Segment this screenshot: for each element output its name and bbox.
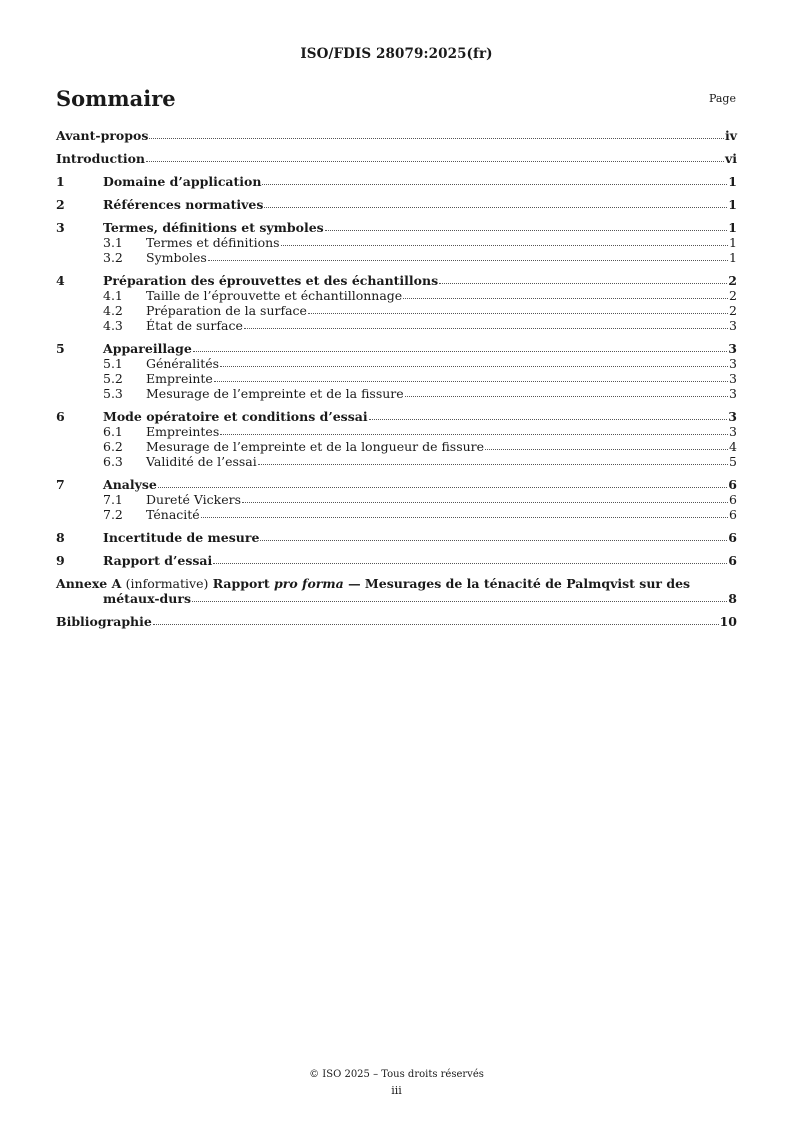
toc-entry-number: 4 <box>56 273 65 288</box>
toc-entry-label: Bibliographie <box>56 614 152 629</box>
toc-entry-number: 9 <box>56 553 65 568</box>
copyright-notice: © ISO 2025 – Tous droits réservés <box>309 1069 484 1080</box>
dot-leader <box>201 517 728 518</box>
toc-entry-label: Termes et définitions <box>146 235 280 250</box>
toc-entry-section-4[interactable] <box>56 273 737 288</box>
toc-entry-page: 1 <box>729 250 737 265</box>
toc-entry-label: Taille de l’éprouvette et échantillonnage <box>146 288 403 303</box>
toc-entry-page: 3 <box>728 409 737 424</box>
dot-leader <box>258 464 728 465</box>
toc-entry-section-3-2[interactable] <box>56 250 737 265</box>
toc-entry-label: Appareillage <box>103 341 192 356</box>
toc-entry-section-4-3[interactable] <box>56 318 737 333</box>
toc-entry-label: Symboles <box>146 250 207 265</box>
toc-entry-number: 7.1 <box>103 492 123 507</box>
toc-entry-section-2[interactable] <box>56 197 737 212</box>
toc-entry-section-4-2[interactable] <box>56 303 737 318</box>
dot-leader <box>214 381 728 382</box>
toc-entry-number: 5.2 <box>103 371 123 386</box>
toc-entry-page: 1 <box>728 197 737 212</box>
toc-entry-section-6-2[interactable] <box>56 439 737 454</box>
toc-entry-number: 8 <box>56 530 65 545</box>
annex-title-italic: pro forma <box>274 576 344 591</box>
toc-entry-section-4-1[interactable] <box>56 288 737 303</box>
toc-entry-label: Empreinte <box>146 371 213 386</box>
toc-entry-annex-a[interactable] <box>56 576 737 606</box>
toc-entry-section-5[interactable] <box>56 341 737 356</box>
dot-leader <box>193 351 727 352</box>
toc-entry-page: 3 <box>729 371 737 386</box>
dot-leader <box>281 245 728 246</box>
toc-entry-number: 5.1 <box>103 356 123 371</box>
toc-entry-section-6[interactable] <box>56 409 737 424</box>
toc-entry-number: 3.2 <box>103 250 123 265</box>
toc-entry-page: 6 <box>729 507 737 522</box>
toc-entry-number: 4.2 <box>103 303 123 318</box>
toc-entry-page: 3 <box>729 424 737 439</box>
toc-entry-number: 4.3 <box>103 318 123 333</box>
toc-entry-page: 2 <box>729 303 737 318</box>
annex-title-a: Rapport <box>212 576 270 591</box>
toc-entry-page: 1 <box>728 174 737 189</box>
toc-entry-section-6-1[interactable] <box>56 424 737 439</box>
dot-leader <box>264 207 727 208</box>
toc-entry-page: 2 <box>728 273 737 288</box>
annex-title-c: métaux-durs <box>103 591 192 606</box>
toc-entry-label: Préparation de la surface <box>146 303 307 318</box>
toc-entry-section-9[interactable] <box>56 553 737 568</box>
toc-entry-avant-propos[interactable] <box>56 128 737 143</box>
toc-entry-page: 1 <box>729 235 737 250</box>
toc-entry-section-7-2[interactable] <box>56 507 737 522</box>
toc-entry-page: 6 <box>729 492 737 507</box>
annex-title-line <box>56 576 737 591</box>
toc-entry-number: 4.1 <box>103 288 123 303</box>
toc-entry-number: 7.2 <box>103 507 123 522</box>
toc-entry-label: Validité de l’essai <box>146 454 257 469</box>
toc-entry-section-7-1[interactable] <box>56 492 737 507</box>
toc-entry-page: 4 <box>729 439 737 454</box>
dot-leader <box>260 540 727 541</box>
toc-entry-section-5-2[interactable] <box>56 371 737 386</box>
toc-entry-number: 1 <box>56 174 65 189</box>
dot-leader <box>208 260 728 261</box>
dot-leader <box>262 184 727 185</box>
dot-leader <box>244 328 728 329</box>
toc-entry-number: 6.3 <box>103 454 123 469</box>
dot-leader <box>192 601 727 602</box>
toc-entry-label: Préparation des éprouvettes et des échantillons <box>103 273 439 288</box>
toc-entry-label: Ténacité <box>146 507 200 522</box>
toc-entry-page: 6 <box>728 477 737 492</box>
toc-entry-label: Introduction <box>56 151 146 166</box>
toc-entry-label: Empreintes <box>146 424 220 439</box>
toc-entry-page: 3 <box>729 318 737 333</box>
toc-entry-bibliographie[interactable] <box>56 614 737 629</box>
dot-leader <box>325 230 728 231</box>
toc-entry-number: 6 <box>56 409 65 424</box>
page-footer <box>0 1067 793 1099</box>
dot-leader <box>369 419 728 420</box>
toc-entry-number: 6.1 <box>103 424 123 439</box>
toc-entry-label: Avant-propos <box>56 128 149 143</box>
toc-entry-number: 3.1 <box>103 235 123 250</box>
toc-entry-label: Termes, définitions et symboles <box>103 220 324 235</box>
dot-leader <box>153 624 719 625</box>
toc-entry-number: 5 <box>56 341 65 356</box>
dot-leader <box>146 161 724 162</box>
dot-leader <box>405 396 728 397</box>
toc-entry-page: iv <box>724 128 737 143</box>
annex-prefix: Annexe A <box>56 576 122 591</box>
dot-leader <box>485 449 728 450</box>
annex-title-continuation <box>56 591 737 606</box>
toc-entry-label: Généralités <box>146 356 220 371</box>
toc-entry-number: 2 <box>56 197 65 212</box>
toc-entry-label: Mesurage de l’empreinte et de la fissure <box>146 386 404 401</box>
toc-entry-number: 7 <box>56 477 65 492</box>
dot-leader <box>403 298 728 299</box>
toc-entry-section-3[interactable] <box>56 220 737 235</box>
toc-entry-section-7[interactable] <box>56 477 737 492</box>
page-number: iii <box>391 1084 402 1097</box>
dot-leader <box>220 366 728 367</box>
toc-entry-number: 5.3 <box>103 386 123 401</box>
annex-kind: (informative) <box>125 576 209 591</box>
toc-entry-section-1[interactable] <box>56 174 737 189</box>
toc-entry-page: 3 <box>729 386 737 401</box>
annex-title-b: — Mesurages de la ténacité de Palmqvist sur des <box>348 576 691 591</box>
toc-entry-label: Incertitude de mesure <box>103 530 260 545</box>
toc-entry-label: Références normatives <box>103 197 264 212</box>
dot-leader <box>158 487 727 488</box>
toc-entry-label: Rapport d’essai <box>103 553 213 568</box>
page-column-label: Page <box>708 92 736 105</box>
page-title: Sommaire <box>56 86 176 111</box>
dot-leader <box>242 502 728 503</box>
dot-leader <box>439 283 727 284</box>
toc-entry-page: 1 <box>728 220 737 235</box>
toc-entry-label: Mode opératoire et conditions d’essai <box>103 409 368 424</box>
toc-entry-number: 3 <box>56 220 65 235</box>
toc-entry-label: État de surface <box>146 318 243 333</box>
toc-entry-label: Mesurage de l’empreinte et de la longueur de fissure <box>146 439 485 454</box>
dot-leader <box>149 138 724 139</box>
toc-entry-number: 6.2 <box>103 439 123 454</box>
toc-entry-section-3-1[interactable] <box>56 235 737 250</box>
dot-leader <box>308 313 728 314</box>
toc-entry-introduction[interactable] <box>56 151 737 166</box>
toc-entry-label: Dureté Vickers <box>146 492 242 507</box>
toc-entry-label: Analyse <box>103 477 157 492</box>
toc-entry-page: 2 <box>729 288 737 303</box>
toc-entry-page: 3 <box>729 356 737 371</box>
toc-entry-page: 8 <box>728 591 737 606</box>
toc-entry-label: Domaine d’application <box>103 174 262 189</box>
toc-entry-section-5-1[interactable] <box>56 356 737 371</box>
toc-entry-page: 6 <box>728 553 737 568</box>
toc-entry-section-8[interactable] <box>56 530 737 545</box>
dot-leader <box>213 563 727 564</box>
toc-entry-page: 10 <box>719 614 737 629</box>
toc-entry-section-5-3[interactable] <box>56 386 737 401</box>
dot-leader <box>220 434 728 435</box>
table-of-contents <box>56 128 737 629</box>
toc-entry-page: 5 <box>729 454 737 469</box>
document-header: ISO/FDIS 28079:2025(fr) <box>300 46 493 62</box>
toc-entry-section-6-3[interactable] <box>56 454 737 469</box>
toc-entry-page: vi <box>724 151 737 166</box>
toc-entry-page: 6 <box>728 530 737 545</box>
toc-entry-page: 3 <box>728 341 737 356</box>
